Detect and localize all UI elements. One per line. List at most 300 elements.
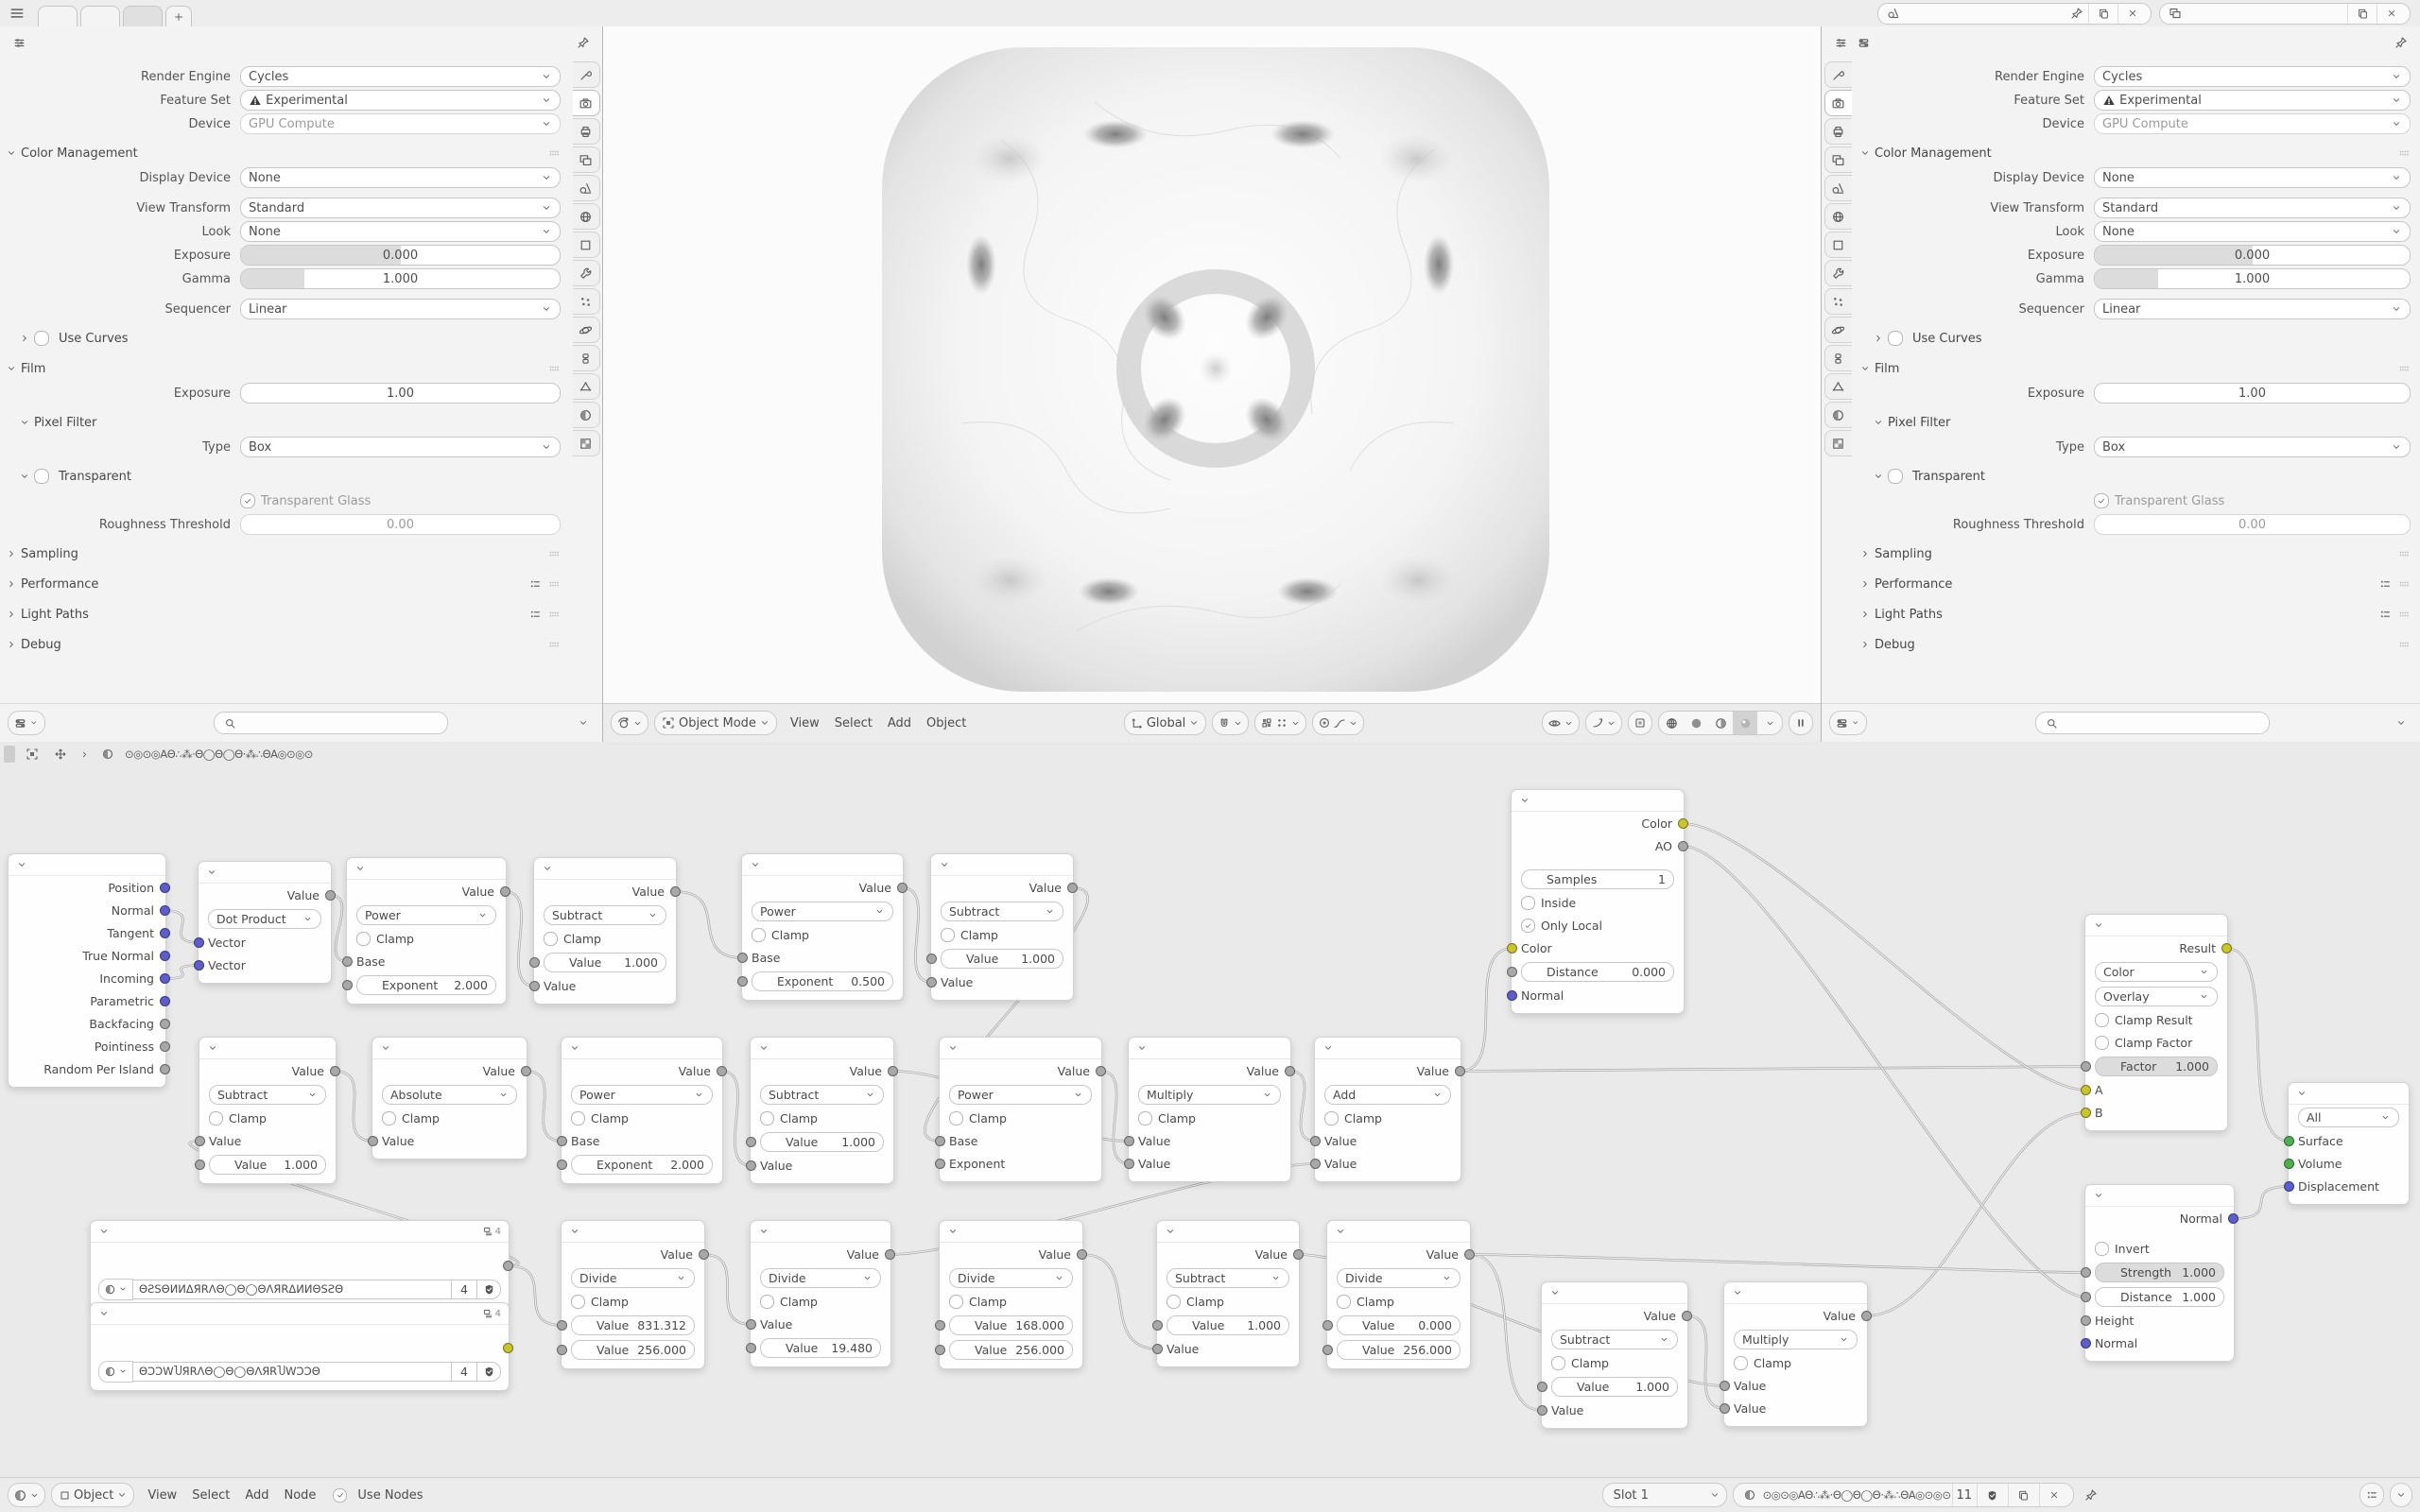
socket[interactable] [1293, 1249, 1304, 1260]
node-dropdown[interactable]: All [2298, 1108, 2399, 1127]
scene-name[interactable] [1905, 4, 2066, 24]
slider-exposure[interactable]: 0.000 [240, 245, 561, 266]
shading-mode-solid[interactable] [1684, 712, 1708, 734]
socket[interactable] [325, 890, 336, 901]
properties-tab-texture[interactable] [1824, 430, 1852, 456]
properties-tab-object[interactable] [1824, 232, 1852, 258]
node-r2pow2[interactable] [939, 1037, 1102, 1182]
node-dropdown[interactable]: Multiply [1734, 1330, 1858, 1349]
node-checkbox[interactable] [209, 1111, 223, 1125]
checkbox[interactable] [1888, 331, 1903, 346]
search-input[interactable] [2063, 715, 2261, 731]
material-datablock[interactable] [1733, 1483, 2074, 1507]
socket[interactable] [885, 1249, 895, 1260]
dropdown-render-engine[interactable]: Cycles [2094, 66, 2411, 87]
material-slot-selector[interactable] [1602, 1483, 1727, 1507]
socket[interactable] [557, 1160, 567, 1170]
node-checkbox[interactable] [941, 928, 955, 942]
node-sub2[interactable] [930, 853, 1074, 1001]
socket[interactable] [160, 951, 170, 961]
chevron-down-icon[interactable] [2390, 712, 2412, 734]
display-filter-button[interactable] [8, 711, 45, 735]
field-exposure[interactable]: 1.00 [2094, 383, 2411, 404]
properties-editor-icon[interactable] [1829, 31, 1852, 54]
socket[interactable] [2284, 1159, 2294, 1169]
node-checkbox[interactable] [2095, 1036, 2109, 1050]
socket[interactable] [160, 905, 170, 916]
field-roughness-threshold[interactable]: 0.00 [240, 514, 561, 535]
properties-tab-texture[interactable] [573, 430, 600, 456]
node-dropdown[interactable]: Overlay [2095, 987, 2218, 1006]
properties-tab-constraints[interactable] [573, 345, 600, 371]
node-bump[interactable] [2084, 1184, 2235, 1362]
close-icon[interactable] [2043, 1484, 2066, 1506]
pin-icon[interactable] [2080, 1484, 2102, 1506]
close-icon[interactable] [2121, 2, 2144, 25]
node-r2mul[interactable] [1128, 1037, 1291, 1182]
node-number-field[interactable]: Value 256.000 [571, 1340, 695, 1360]
node-number-field[interactable]: Samples 1 [1521, 869, 1674, 889]
node-number-field[interactable]: Value 256.000 [949, 1340, 1073, 1360]
search-input[interactable] [241, 715, 440, 731]
viewport-3d[interactable] [603, 26, 1821, 742]
pin-icon[interactable] [2390, 31, 2412, 54]
socket[interactable] [529, 957, 540, 968]
checkbox-transparent-glass[interactable] [240, 493, 255, 508]
node-ao[interactable] [1511, 789, 1685, 1014]
shading-mode-rendered[interactable] [1733, 712, 1757, 734]
panel-header-sampling[interactable] [6, 541, 561, 566]
snap-button[interactable] [1212, 711, 1249, 735]
editor-options-button[interactable] [2390, 1483, 2412, 1507]
node-div3[interactable] [939, 1220, 1083, 1369]
field-roughness-threshold[interactable]: 0.00 [2094, 514, 2411, 535]
dropdown-feature-set[interactable]: Experimental [240, 90, 561, 111]
dropdown-look[interactable]: None [2094, 221, 2411, 242]
node-checkbox[interactable] [752, 928, 766, 942]
node-checkbox[interactable] [2095, 1242, 2109, 1256]
node-dropdown[interactable]: Multiply [1138, 1085, 1281, 1105]
socket[interactable] [2081, 1085, 2091, 1095]
socket[interactable] [160, 973, 170, 984]
socket[interactable] [2081, 1315, 2091, 1326]
socket[interactable] [897, 883, 908, 893]
socket[interactable] [1861, 1311, 1872, 1321]
node-checkbox[interactable] [760, 1295, 774, 1309]
node-number-field[interactable]: Value 1.000 [1551, 1377, 1678, 1397]
panel-header-light-paths[interactable] [1859, 602, 2411, 627]
node-dropdown[interactable]: Subtract [1551, 1330, 1678, 1349]
node-checkbox[interactable] [949, 1295, 963, 1309]
checkbox-transparent-glass[interactable] [2094, 493, 2109, 508]
socket[interactable] [368, 1136, 378, 1146]
properties-tab-viewlayer[interactable] [573, 146, 600, 173]
node-dropdown[interactable]: Divide [760, 1268, 881, 1288]
socket[interactable] [194, 937, 204, 948]
panel-header-debug[interactable] [1859, 632, 2411, 657]
node-checkbox[interactable] [571, 1295, 585, 1309]
properties-tab-object[interactable] [573, 232, 600, 258]
socket[interactable] [935, 1320, 945, 1331]
node-checkbox[interactable] [949, 1111, 963, 1125]
node-div2[interactable] [750, 1220, 891, 1367]
socket[interactable] [195, 1136, 205, 1146]
properties-tab-render[interactable] [573, 90, 600, 116]
fake-user-toggle[interactable] [477, 1362, 501, 1382]
mode-selector[interactable] [654, 711, 777, 735]
dropdown-device[interactable]: GPU Compute [2094, 113, 2411, 134]
overlays-button[interactable] [1585, 711, 1622, 735]
properties-tab-material[interactable] [1824, 402, 1852, 428]
node-pow2[interactable] [741, 853, 904, 1001]
node-r2pow[interactable] [561, 1037, 723, 1184]
node-geo[interactable] [8, 853, 166, 1088]
dropdown-device[interactable]: GPU Compute [240, 113, 561, 134]
socket[interactable] [717, 1066, 727, 1076]
socket[interactable] [1678, 841, 1688, 851]
display-filter-button[interactable] [1829, 711, 1867, 735]
shader-node-editor[interactable] [0, 742, 2420, 1512]
node-div4[interactable] [1326, 1220, 1471, 1369]
view-layer-selector[interactable] [2159, 3, 2411, 25]
node-checkbox[interactable] [571, 1111, 585, 1125]
socket[interactable] [1124, 1159, 1134, 1169]
socket[interactable] [935, 1159, 945, 1169]
panel-header-light-paths[interactable] [6, 602, 561, 627]
users-count[interactable]: 11 [1952, 1484, 1975, 1506]
node-dropdown[interactable]: Subtract [209, 1085, 326, 1105]
copy-icon[interactable] [2092, 2, 2115, 25]
dropdown-render-engine[interactable]: Cycles [240, 66, 561, 87]
socket[interactable] [1067, 883, 1078, 893]
chevron-down-icon[interactable] [572, 712, 595, 734]
socket[interactable] [2228, 1213, 2238, 1224]
socket[interactable] [1310, 1136, 1321, 1146]
dropdown-type[interactable]: Box [240, 437, 561, 457]
socket[interactable] [1537, 1405, 1547, 1416]
node-dropdown[interactable]: Absolute [382, 1085, 517, 1105]
datablock-browse[interactable] [98, 1279, 133, 1300]
socket[interactable] [2221, 943, 2232, 954]
properties-tab-modifiers[interactable] [1824, 260, 1852, 286]
viewport-menu-view[interactable]: View [789, 715, 820, 730]
properties-tab-particles[interactable] [1824, 288, 1852, 315]
use-nodes-toggle[interactable] [333, 1488, 423, 1503]
node-dropdown[interactable]: Subtract [544, 905, 666, 925]
datablock-name[interactable]: ΘƧSΘͶИΔЯRΛΘ◯Θ◯ΘΛЯRΔИͶΘSƧΘ [133, 1280, 452, 1299]
transform-orientation[interactable] [1124, 711, 1206, 735]
node-checkbox[interactable] [382, 1111, 396, 1125]
socket[interactable] [557, 1320, 567, 1331]
socket[interactable] [1720, 1381, 1730, 1391]
dropdown-display-device[interactable]: None [240, 167, 561, 188]
socket[interactable] [888, 1066, 898, 1076]
node-dropdown[interactable]: Subtract [760, 1085, 884, 1105]
socket[interactable] [342, 980, 353, 990]
overlay-options-button[interactable] [2360, 1483, 2384, 1507]
socket[interactable] [746, 1319, 756, 1330]
socket[interactable] [160, 1041, 170, 1052]
node-checkbox[interactable] [1138, 1111, 1152, 1125]
socket[interactable] [2284, 1136, 2294, 1146]
field-exposure[interactable]: 1.00 [240, 383, 561, 404]
socket[interactable] [737, 953, 748, 963]
pin-icon[interactable] [572, 31, 595, 54]
node-dropdown[interactable]: Add [1324, 1085, 1451, 1105]
node-checkbox[interactable] [2095, 1013, 2109, 1027]
close-icon[interactable] [2380, 2, 2403, 25]
socket[interactable] [1507, 967, 1517, 977]
node-dropdown[interactable]: Divide [1337, 1268, 1461, 1288]
socket[interactable] [1682, 1311, 1692, 1321]
add-workspace-tab[interactable] [165, 6, 192, 26]
socket[interactable] [1310, 1159, 1321, 1169]
node-number-field[interactable]: Factor 1.000 [2095, 1057, 2218, 1076]
socket[interactable] [926, 977, 937, 988]
proportional-editing-button[interactable] [1312, 711, 1364, 735]
node-checkbox[interactable] [1734, 1356, 1748, 1370]
workspace-tab[interactable] [80, 6, 120, 26]
node-number-field[interactable]: Value 831.312 [571, 1315, 695, 1335]
socket[interactable] [2081, 1292, 2091, 1302]
socket[interactable] [935, 1136, 945, 1146]
editor-type-button[interactable] [611, 711, 648, 735]
panel-header-transparent[interactable] [1859, 464, 2411, 489]
dropdown-sequencer[interactable]: Linear [2094, 299, 2411, 319]
properties-tab-physics[interactable] [573, 317, 600, 343]
use-nodes-checkbox[interactable] [333, 1488, 347, 1503]
properties-tab-material[interactable] [573, 402, 600, 428]
properties-tab-tool[interactable] [573, 61, 600, 88]
slider-exposure[interactable]: 0.000 [2094, 245, 2411, 266]
socket[interactable] [1507, 943, 1517, 954]
properties-tab-output[interactable] [573, 118, 600, 145]
socket[interactable] [1720, 1403, 1730, 1414]
node-number-field[interactable]: Exponent 0.500 [752, 971, 893, 991]
node-abs1[interactable] [372, 1037, 527, 1160]
socket[interactable] [1507, 990, 1517, 1001]
socket[interactable] [1152, 1320, 1163, 1331]
socket[interactable] [330, 1066, 340, 1076]
dropdown-view-transform[interactable]: Standard [240, 198, 561, 218]
copy-icon[interactable] [2351, 2, 2374, 25]
socket[interactable] [160, 996, 170, 1006]
node-editor-menu-add[interactable]: Add [245, 1487, 269, 1503]
slider-gamma[interactable]: 1.000 [240, 268, 561, 289]
node-number-field[interactable]: Distance 1.000 [2095, 1287, 2224, 1307]
socket[interactable] [746, 1137, 756, 1147]
socket[interactable] [1077, 1249, 1087, 1260]
socket[interactable] [342, 956, 353, 967]
socket[interactable] [746, 1343, 756, 1353]
properties-tab-render[interactable] [1824, 90, 1852, 116]
node-dropdown[interactable]: Subtract [941, 902, 1063, 921]
area-corner-handle[interactable] [4, 746, 15, 763]
slider-gamma[interactable]: 1.000 [2094, 268, 2411, 289]
properties-tab-viewlayer[interactable] [1824, 146, 1852, 173]
socket[interactable] [1096, 1066, 1106, 1076]
node-checkbox[interactable] [544, 932, 558, 946]
properties-tab-constraints[interactable] [1824, 345, 1852, 371]
search-field[interactable] [214, 712, 448, 734]
properties-tab-modifiers[interactable] [573, 260, 600, 286]
properties-tab-tool[interactable] [1824, 61, 1852, 88]
node-r2sub2[interactable] [750, 1037, 894, 1184]
properties-tab-scene[interactable] [573, 175, 600, 201]
checkbox[interactable] [34, 469, 49, 484]
node-number-field[interactable]: Value 168.000 [949, 1315, 1073, 1335]
properties-tab-world[interactable] [573, 203, 600, 230]
socket[interactable] [1285, 1066, 1295, 1076]
socket[interactable] [1322, 1345, 1333, 1355]
node-number-field[interactable]: Exponent 2.000 [571, 1155, 713, 1175]
shading-mode-switch[interactable] [1658, 711, 1783, 735]
node-number-field[interactable]: Value 1.000 [760, 1132, 884, 1152]
dropdown-look[interactable]: None [240, 221, 561, 242]
panel-header-film[interactable] [6, 356, 561, 381]
properties-editor-icon[interactable] [8, 31, 30, 54]
editor-type-button[interactable] [8, 1483, 45, 1507]
fake-user-toggle[interactable] [477, 1280, 501, 1299]
users-count[interactable]: 4 [452, 1362, 477, 1382]
socket[interactable] [2081, 1267, 2091, 1278]
socket[interactable] [160, 1064, 170, 1074]
node-number-field[interactable]: Value 19.480 [760, 1338, 881, 1358]
checkbox[interactable] [1888, 469, 1903, 484]
dropdown-feature-set[interactable]: Experimental [2094, 90, 2411, 111]
node-editor-menu-select[interactable]: Select [192, 1487, 231, 1503]
xray-toggle[interactable] [1628, 711, 1652, 735]
socket[interactable] [529, 981, 540, 991]
panel-header-debug[interactable] [6, 632, 561, 657]
node-dropdown[interactable]: Power [571, 1085, 713, 1105]
socket[interactable] [670, 886, 681, 897]
viewport-menu-object[interactable]: Object [926, 715, 967, 730]
socket[interactable] [194, 960, 204, 971]
node-dot[interactable] [198, 861, 332, 984]
node-dropdown[interactable]: Power [752, 902, 893, 921]
node-sub1[interactable] [533, 857, 677, 1005]
socket[interactable] [160, 883, 170, 893]
node-r2add[interactable] [1314, 1037, 1461, 1182]
socket[interactable] [1678, 818, 1688, 829]
socket[interactable] [1537, 1382, 1547, 1392]
node-r3sub[interactable] [1156, 1220, 1300, 1367]
properties-tab-world[interactable] [1824, 203, 1852, 230]
socket[interactable] [521, 1066, 531, 1076]
fake-user-shield-icon[interactable] [1980, 1484, 2003, 1506]
view-layer-name[interactable] [2187, 4, 2347, 24]
object-selector[interactable] [51, 1483, 134, 1507]
panel-header-performance[interactable] [6, 572, 561, 596]
dropdown-type[interactable]: Box [2094, 437, 2411, 457]
node-number-field[interactable]: Value 1.000 [544, 953, 666, 972]
node-checkbox[interactable] [1167, 1295, 1181, 1309]
panel-header-use-curves[interactable] [6, 326, 561, 351]
panel-header-pixel-filter[interactable] [1859, 410, 2411, 435]
node-number-field[interactable]: Value 256.000 [1337, 1340, 1461, 1360]
dropdown-sequencer[interactable]: Linear [240, 299, 561, 319]
node-checkbox[interactable] [1324, 1111, 1339, 1125]
panel-header-color-management[interactable] [6, 141, 561, 165]
datablock-name[interactable]: ΘƆϽWႮЯRΛΘ◯Θ◯ΘΛЯRႮWϽƆΘ [133, 1362, 452, 1382]
shading-mode-wireframe[interactable] [1659, 712, 1684, 734]
pin-icon[interactable] [2066, 2, 2088, 25]
node-number-field[interactable]: Distance 0.000 [1521, 962, 1674, 982]
panel-header-film[interactable] [1859, 356, 2411, 381]
socket[interactable] [503, 1343, 513, 1353]
panel-header-use-curves[interactable] [1859, 326, 2411, 351]
dropdown-display-device[interactable]: None [2094, 167, 2411, 188]
checkbox[interactable] [34, 331, 49, 346]
node-number-field[interactable]: Value 0.000 [1337, 1315, 1461, 1335]
node-checkbox[interactable] [356, 932, 371, 946]
panel-header-performance[interactable] [1859, 572, 2411, 596]
node-checkbox[interactable] [1337, 1295, 1351, 1309]
socket[interactable] [926, 954, 937, 964]
node-pow1[interactable] [346, 857, 507, 1005]
socket[interactable] [557, 1345, 567, 1355]
socket[interactable] [2081, 1108, 2091, 1118]
node-imgB[interactable]: 4 ΘƆϽWႮЯRΛΘ◯Θ◯ΘΛЯRႮWϽƆΘ 4 [90, 1302, 510, 1391]
node-checkbox[interactable] [760, 1111, 774, 1125]
node-r4sub[interactable] [1541, 1281, 1688, 1429]
properties-tab-output[interactable] [1824, 118, 1852, 145]
viewport-menu-select[interactable]: Select [834, 715, 873, 730]
socket[interactable] [1322, 1320, 1333, 1331]
node-canvas[interactable] [0, 742, 2420, 1477]
socket[interactable] [160, 1019, 170, 1029]
node-dropdown[interactable]: Color [2095, 962, 2218, 982]
socket[interactable] [1464, 1249, 1475, 1260]
socket[interactable] [160, 928, 170, 938]
shading-mode-material[interactable] [1708, 712, 1733, 734]
node-out[interactable] [2288, 1082, 2410, 1205]
socket[interactable] [1124, 1136, 1134, 1146]
panel-header-sampling[interactable] [1859, 541, 2411, 566]
scene-selector[interactable] [1877, 3, 2152, 25]
node-dropdown[interactable]: Dot Product [208, 909, 321, 929]
node-mix[interactable] [2084, 914, 2228, 1131]
socket[interactable] [935, 1345, 945, 1355]
socket[interactable] [1152, 1344, 1163, 1354]
viewport-menu-add[interactable]: Add [887, 715, 912, 730]
node-dropdown[interactable]: Subtract [1167, 1268, 1289, 1288]
node-dropdown[interactable]: Power [356, 905, 496, 925]
node-number-field[interactable]: Strength 1.000 [2095, 1263, 2224, 1282]
node-number-field[interactable]: Exponent 2.000 [356, 975, 496, 995]
properties-tab-scene[interactable] [1824, 175, 1852, 201]
node-dropdown[interactable]: Divide [571, 1268, 695, 1288]
socket[interactable] [500, 886, 510, 897]
panel-header-transparent[interactable] [6, 464, 561, 489]
node-editor-menu-view[interactable]: View [147, 1487, 178, 1503]
socket[interactable] [2081, 1338, 2091, 1349]
socket[interactable] [503, 1261, 513, 1271]
node-checkbox[interactable] [1521, 896, 1535, 910]
socket[interactable] [737, 976, 748, 987]
socket[interactable] [557, 1136, 567, 1146]
workspace-tab[interactable] [123, 6, 163, 26]
dropdown-view-transform[interactable]: Standard [2094, 198, 2411, 218]
app-menu-icon[interactable] [6, 2, 28, 25]
socket[interactable] [2284, 1181, 2294, 1192]
node-number-field[interactable]: Value 1.000 [1167, 1315, 1289, 1335]
node-dropdown[interactable]: Power [949, 1085, 1092, 1105]
node-number-field[interactable]: Value 1.000 [209, 1155, 326, 1175]
properties-tab-data[interactable] [1824, 373, 1852, 400]
panel-header-pixel-filter[interactable] [6, 410, 561, 435]
